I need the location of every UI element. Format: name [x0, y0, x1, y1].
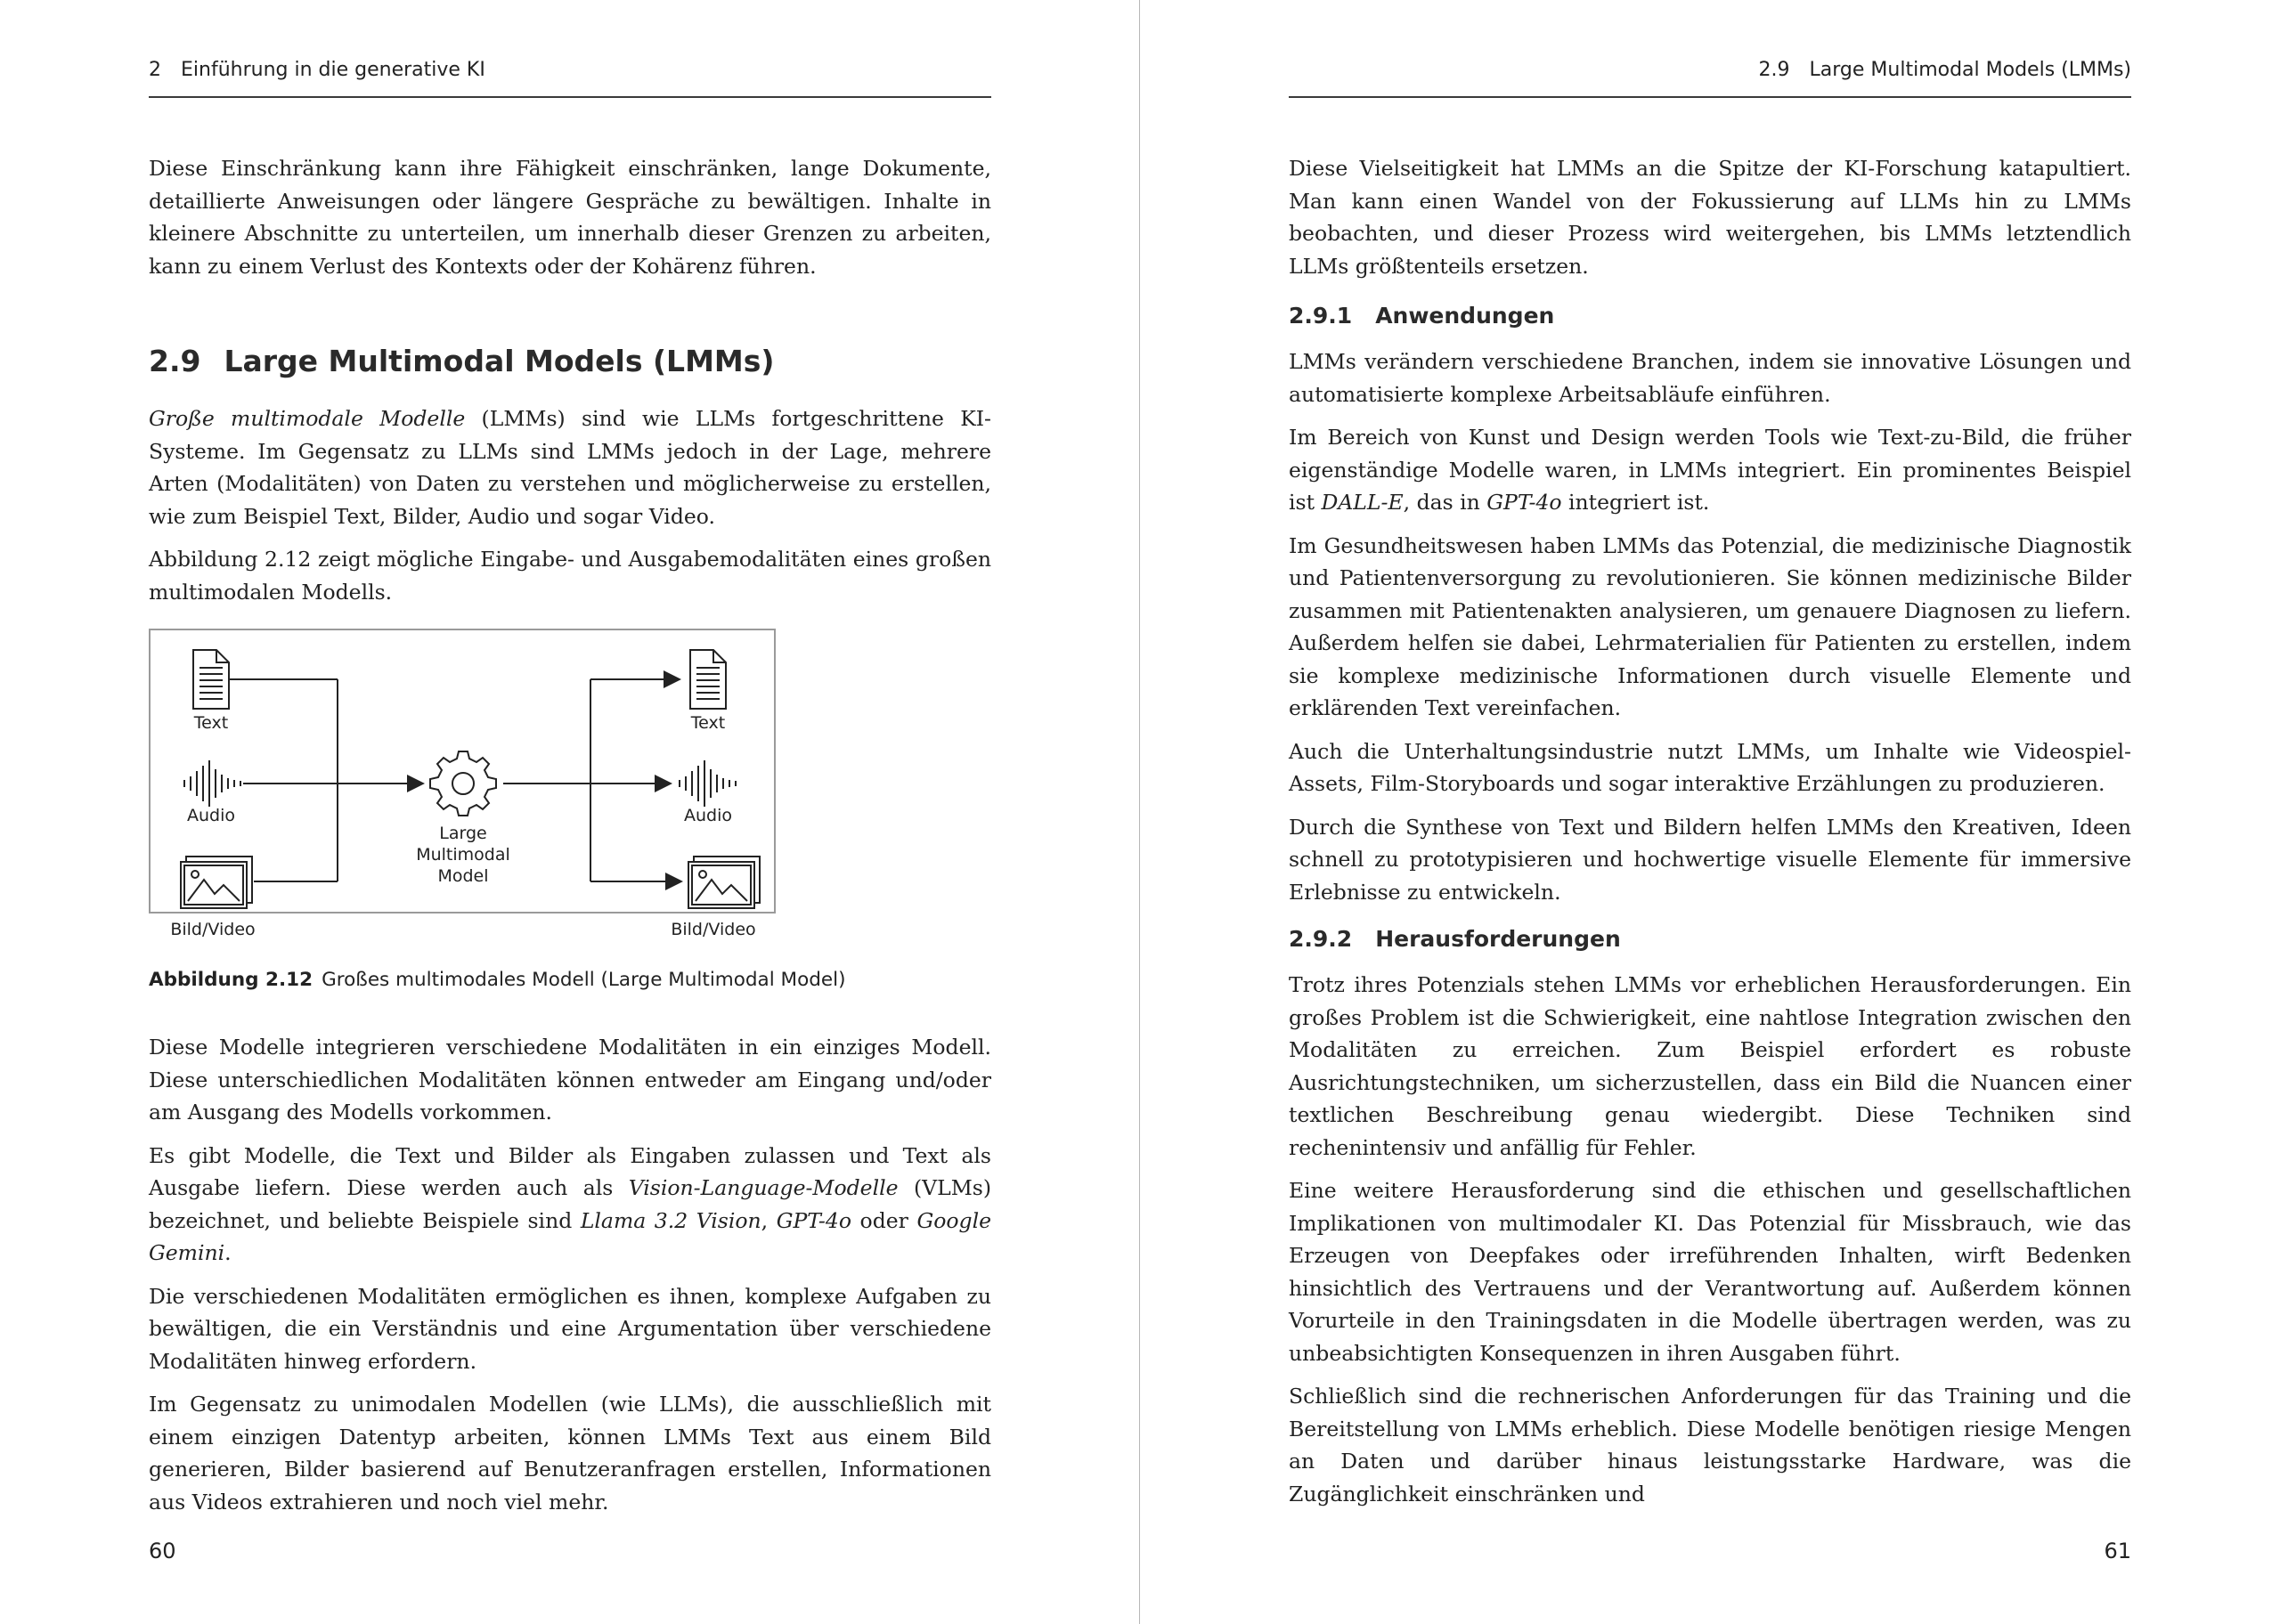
paragraph-text: , das in [1403, 490, 1487, 515]
output-audio-label: Audio [683, 806, 733, 825]
paragraph-text: integriert ist. [1561, 490, 1710, 515]
subsection-number: 2.9.1 [1289, 303, 1353, 329]
section-heading [149, 344, 774, 378]
paragraph [149, 1140, 991, 1270]
gear-icon [430, 751, 496, 816]
emphasis-term: Große multimodale Modelle [149, 406, 466, 431]
left-text-intro [149, 402, 991, 619]
paragraph: Im Gegensatz zu unimodalen Modellen (wie LLMs), die ausschließlich mit einem einzigen Datentyp arbeiten, können LMMs Text aus einem Bild generieren, Bilder basierend auf Benutzeranfragen erstellen, Informationen aus Videos extrahieren und noch viel mehr. [149, 1392, 991, 1514]
left-text-top [149, 152, 991, 293]
right-text-applications [1289, 345, 2131, 919]
paragraph: Die verschiedenen Modalitäten ermöglichen es ihnen, komplexe Aufgaben zu bewältigen, die ein Verständnis und eine Argumentation über verschiedene Modalitäten hinweg erfordern. [149, 1283, 991, 1374]
model-label-line3: Model [437, 866, 489, 886]
paragraph: Diese Modelle integrieren verschiedene Modalitäten in ein einziges Modell. Diese unterschiedlichen Modalitäten können entweder am Eingang und/oder am Ausgang des Modells vorkommen. [149, 1035, 991, 1125]
paragraph-text: Im Bereich von Kunst und Design werden Tools wie Text-zu-Bild, die früher eigenständige Modelle waren, in LMMs integriert. Ein prominentes Beispiel ist [1289, 425, 2131, 515]
left-text-bottom [149, 1031, 991, 1529]
paragraph: Diese Einschränkung kann ihre Fähigkeit einschränken, lange Dokumente, detaillierte Anweisungen oder längere Gespräche zu bewältigen. Inhalte in kleinere Abschnitte zu unterteilen, um innerhalb dieser Grenzen zu arbeiten, kann zu einem Verlust des Kontexts oder der Kohärenz führen. [149, 156, 991, 279]
caption-label: Abbildung 2.12 [149, 969, 314, 991]
audio-waveform-icon [680, 760, 736, 807]
output-text-label: Text [690, 713, 726, 733]
audio-waveform-icon [184, 760, 240, 807]
emphasis-term: GPT-4o [1486, 490, 1562, 515]
input-connectors [229, 679, 423, 881]
header-chapter-number: 2 [149, 59, 161, 81]
emphasis-term: Llama 3.2 Vision [580, 1207, 761, 1233]
paragraph: Schließlich sind die rechnerischen Anforderungen für das Training und die Bereitstellung von LMMs erheblich. Diese Modelle benötigen riesige Mengen an Daten und darüber hinaus leistungsstarke Hardware, was die Zugänglichkeit einschränken und [1289, 1384, 2131, 1506]
section-title: Large Multimodal Models (LMMs) [224, 344, 775, 378]
figure-lmm-diagram [149, 629, 776, 939]
emphasis-term: DALL-E [1321, 490, 1404, 515]
page-number-left: 60 [149, 1539, 176, 1563]
subsection-number: 2.9.2 [1289, 926, 1353, 952]
emphasis-term: GPT-4o [776, 1207, 851, 1233]
paragraph: Eine weitere Herausforderung sind die ethischen und gesellschaftlichen Implikationen von multimodaler KI. Das Potenzial für Missbrauch, wie das Erzeugen von Deepfakes oder irreführenden Inhalten, wirft Bedenken hinsichtlich des Vertrauens und der Verantwortung auf. Außerdem können Vorurteile in den Trainingsdaten in die Modelle übertragen werden, was zu unbeabsichtigten Konsequenzen in ihren Ausgaben führt. [1289, 1178, 2131, 1366]
subsection-title: Anwendungen [1375, 303, 1555, 329]
page-number-right: 61 [2104, 1539, 2131, 1563]
paragraph [149, 402, 991, 532]
right-text-challenges [1289, 969, 2131, 1521]
paragraph: Im Gesundheitswesen haben LMMs das Potenzial, die medizinische Diagnostik und Patientenversorgung zu revolutionieren. Sie können medizinische Bilder zusammen mit Patientenakten analysieren, um genauere Diagnosen zu liefern. Außerdem helfen sie dabei, Lehrmaterialien für Patienten zu erstellen, indem sie komplexe medizinische Informationen durch visuelle Elemente und erklärenden Text vereinfachen. [1289, 532, 2131, 720]
image-stack-icon [181, 857, 252, 908]
subsection-title: Herausforderungen [1375, 926, 1621, 952]
document-icon [690, 650, 726, 709]
right-text-top [1289, 152, 2131, 293]
subsection-heading [1289, 926, 1621, 952]
section-number: 2.9 [149, 344, 201, 378]
header-section-title: Large Multimodal Models (LMMs) [1809, 59, 2131, 81]
paragraph-text: (VLMs) bezeichnet, und beliebte Beispiele sind [149, 1175, 991, 1233]
running-header-right [1289, 59, 2131, 98]
model-label-line1: Large [439, 824, 487, 843]
image-stack-icon [688, 857, 760, 908]
header-section-number: 2.9 [1758, 59, 1790, 81]
paragraph: LMMs verändern verschiedene Branchen, indem sie innovative Lösungen und automatisierte komplexe Arbeitsabläufe einführen. [1289, 349, 2131, 407]
input-text-label: Text [193, 713, 229, 733]
paragraph-text: oder [851, 1207, 917, 1233]
document-icon [193, 650, 229, 709]
paragraph: Abbildung 2.12 zeigt mögliche Eingabe- und Ausgabemodalitäten eines großen multimodalen Modells. [149, 547, 991, 605]
header-chapter-title: Einführung in die generative KI [181, 59, 485, 81]
diagram-svg [151, 630, 778, 939]
emphasis-term: Vision-Language-Modelle [628, 1175, 899, 1200]
paragraph [1289, 421, 2131, 519]
paragraph: Diese Vielseitigkeit hat LMMs an die Spitze der KI-Forschung katapultiert. Man kann einen Wandel von der Fokussierung auf LLMs hin zu LMMs beobachten, und dieser Prozess wird weitergehen, bis LMMs letztendlich LLMs größtenteils ersetzen. [1289, 156, 2131, 279]
paragraph-text: , [761, 1207, 777, 1233]
input-image-label: Bild/Video [170, 920, 256, 939]
paragraph-text: Es gibt Modelle, die Text und Bilder als Eingaben zulassen und Text als Ausgabe liefern. Diese werden auch als [149, 1142, 991, 1200]
output-connectors [503, 679, 681, 881]
emphasis-term: Google Gemini [149, 1207, 991, 1265]
subsection-heading [1289, 303, 1554, 329]
input-audio-label: Audio [186, 806, 236, 825]
paragraph: Auch die Unterhaltungsindustrie nutzt LMMs, um Inhalte wie Videospiel-Assets, Film-Storyboards und sogar interaktive Erzählungen zu produzieren. [1289, 738, 2131, 796]
paragraph-text: . [224, 1240, 232, 1265]
output-image-label: Bild/Video [671, 920, 756, 939]
paragraph: Durch die Synthese von Text und Bildern helfen LMMs den Kreativen, Ideen schnell zu prototypisieren und hochwertige visuelle Elemente für immersive Erlebnisse zu entwickeln. [1289, 814, 2131, 905]
paragraph-text: (LMMs) sind wie LLMs fortgeschrittene KI-Systeme. Im Gegensatz zu LLMs sind LMMs jedoch in der Lage, mehrere Arten (Modalitäten) von Daten zu verstehen und möglicherweise zu erstellen, wie zum Beispiel Text, Bilder, Audio und sogar Video. [149, 406, 991, 529]
figure-caption [149, 969, 845, 991]
paragraph: Trotz ihres Potenzials stehen LMMs vor erheblichen Herausforderungen. Ein großes Problem ist die Schwierigkeit, eine nahtlose Integration zwischen den Modalitäten zu erreichen. Zum Beispiel erfordert es robuste Ausrichtungstechniken, um sicherzustellen, dass ein Bild die Nuancen einer textlichen Beschreibung genau wiedergibt. Diese Techniken sind rechenintensiv und anfällig für Fehler. [1289, 972, 2131, 1160]
caption-text: Großes multimodales Modell (Large Multimodal Model) [322, 969, 846, 991]
model-label-line2: Multimodal [416, 845, 510, 865]
right-page [1140, 0, 2280, 1624]
running-header-left [149, 59, 991, 98]
